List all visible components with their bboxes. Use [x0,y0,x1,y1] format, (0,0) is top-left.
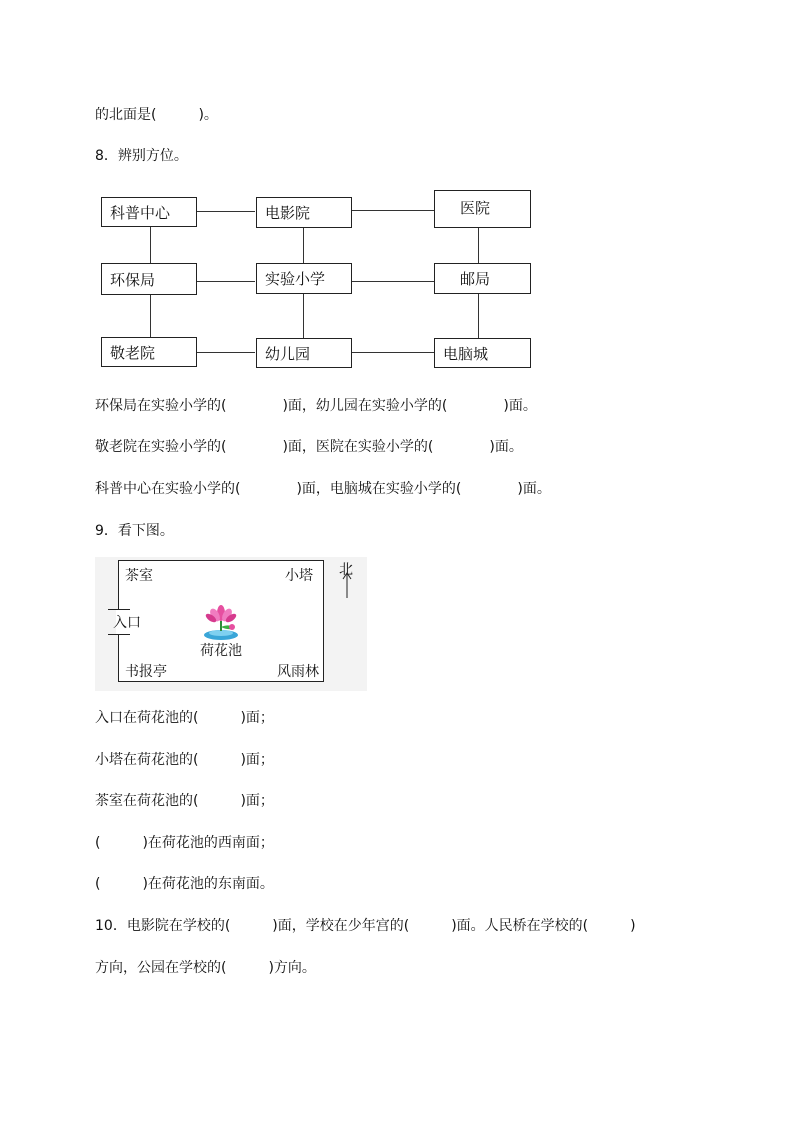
box-cinema: 电影院 [256,197,352,228]
entrance-line-top [108,609,130,610]
box-kindergarten: 幼儿园 [256,338,352,368]
q9-answer-2: 小塔在荷花池的( )面； [95,752,274,768]
box-experimental-school: 实验小学 [256,263,352,294]
q10-line-1: 10．电影院在学校的( )面，学校在少年宫的( )面。人民桥在学校的( ) [95,918,636,934]
box-environment-bureau: 环保局 [101,263,197,295]
connector-line [197,352,255,353]
map-label-tower: 小塔 [285,568,313,584]
q8-title: 8．辨别方位。 [95,148,188,164]
connector-line [197,281,255,282]
map-label-forest: 风雨林 [277,664,319,680]
entrance-line-bottom [108,634,130,635]
q9-title: 9．看下图。 [95,523,174,539]
q7-tail-text: 的北面是( )。 [95,107,218,123]
park-map [118,560,324,682]
q8-question-2: 敬老院在实验小学的( )面，医院在实验小学的( )面。 [95,439,523,455]
connector-line [150,295,151,337]
q9-answer-3: 茶室在荷花池的( )面； [95,793,274,809]
connector-line [478,228,479,263]
connector-line [478,294,479,338]
map-label-teahouse: 茶室 [125,568,153,584]
map-label-lotus-pond: 荷花池 [200,643,242,659]
box-kepu-center: 科普中心 [101,197,197,227]
box-hospital: 医院 [434,190,531,228]
connector-line [150,227,151,263]
map-label-newsstand: 书报亭 [125,664,167,680]
box-nursing-home: 敬老院 [101,337,197,367]
connector-line [352,281,434,282]
q9-answer-5: ( )在荷花池的东南面。 [95,876,274,892]
q8-question-3: 科普中心在实验小学的( )面，电脑城在实验小学的( )面。 [95,481,551,497]
box-post-office: 邮局 [434,263,531,294]
connector-line [303,228,304,263]
q9-answer-1: 入口在荷花池的( )面； [95,710,274,726]
q10-line-2: 方向，公园在学校的( )方向。 [95,960,316,976]
q9-answer-4: ( )在荷花池的西南面； [95,835,274,851]
connector-line [197,211,255,212]
north-arrow-icon [341,570,353,600]
connector-line [352,352,434,353]
lotus-icon [201,603,241,641]
map-label-entrance: 入口 [113,615,141,631]
connector-line [303,294,304,338]
box-computer-city: 电脑城 [434,338,531,368]
q8-question-1: 环保局在实验小学的( )面，幼儿园在实验小学的( )面。 [95,398,537,414]
connector-line [352,210,434,211]
north-label: 北 [339,562,353,578]
